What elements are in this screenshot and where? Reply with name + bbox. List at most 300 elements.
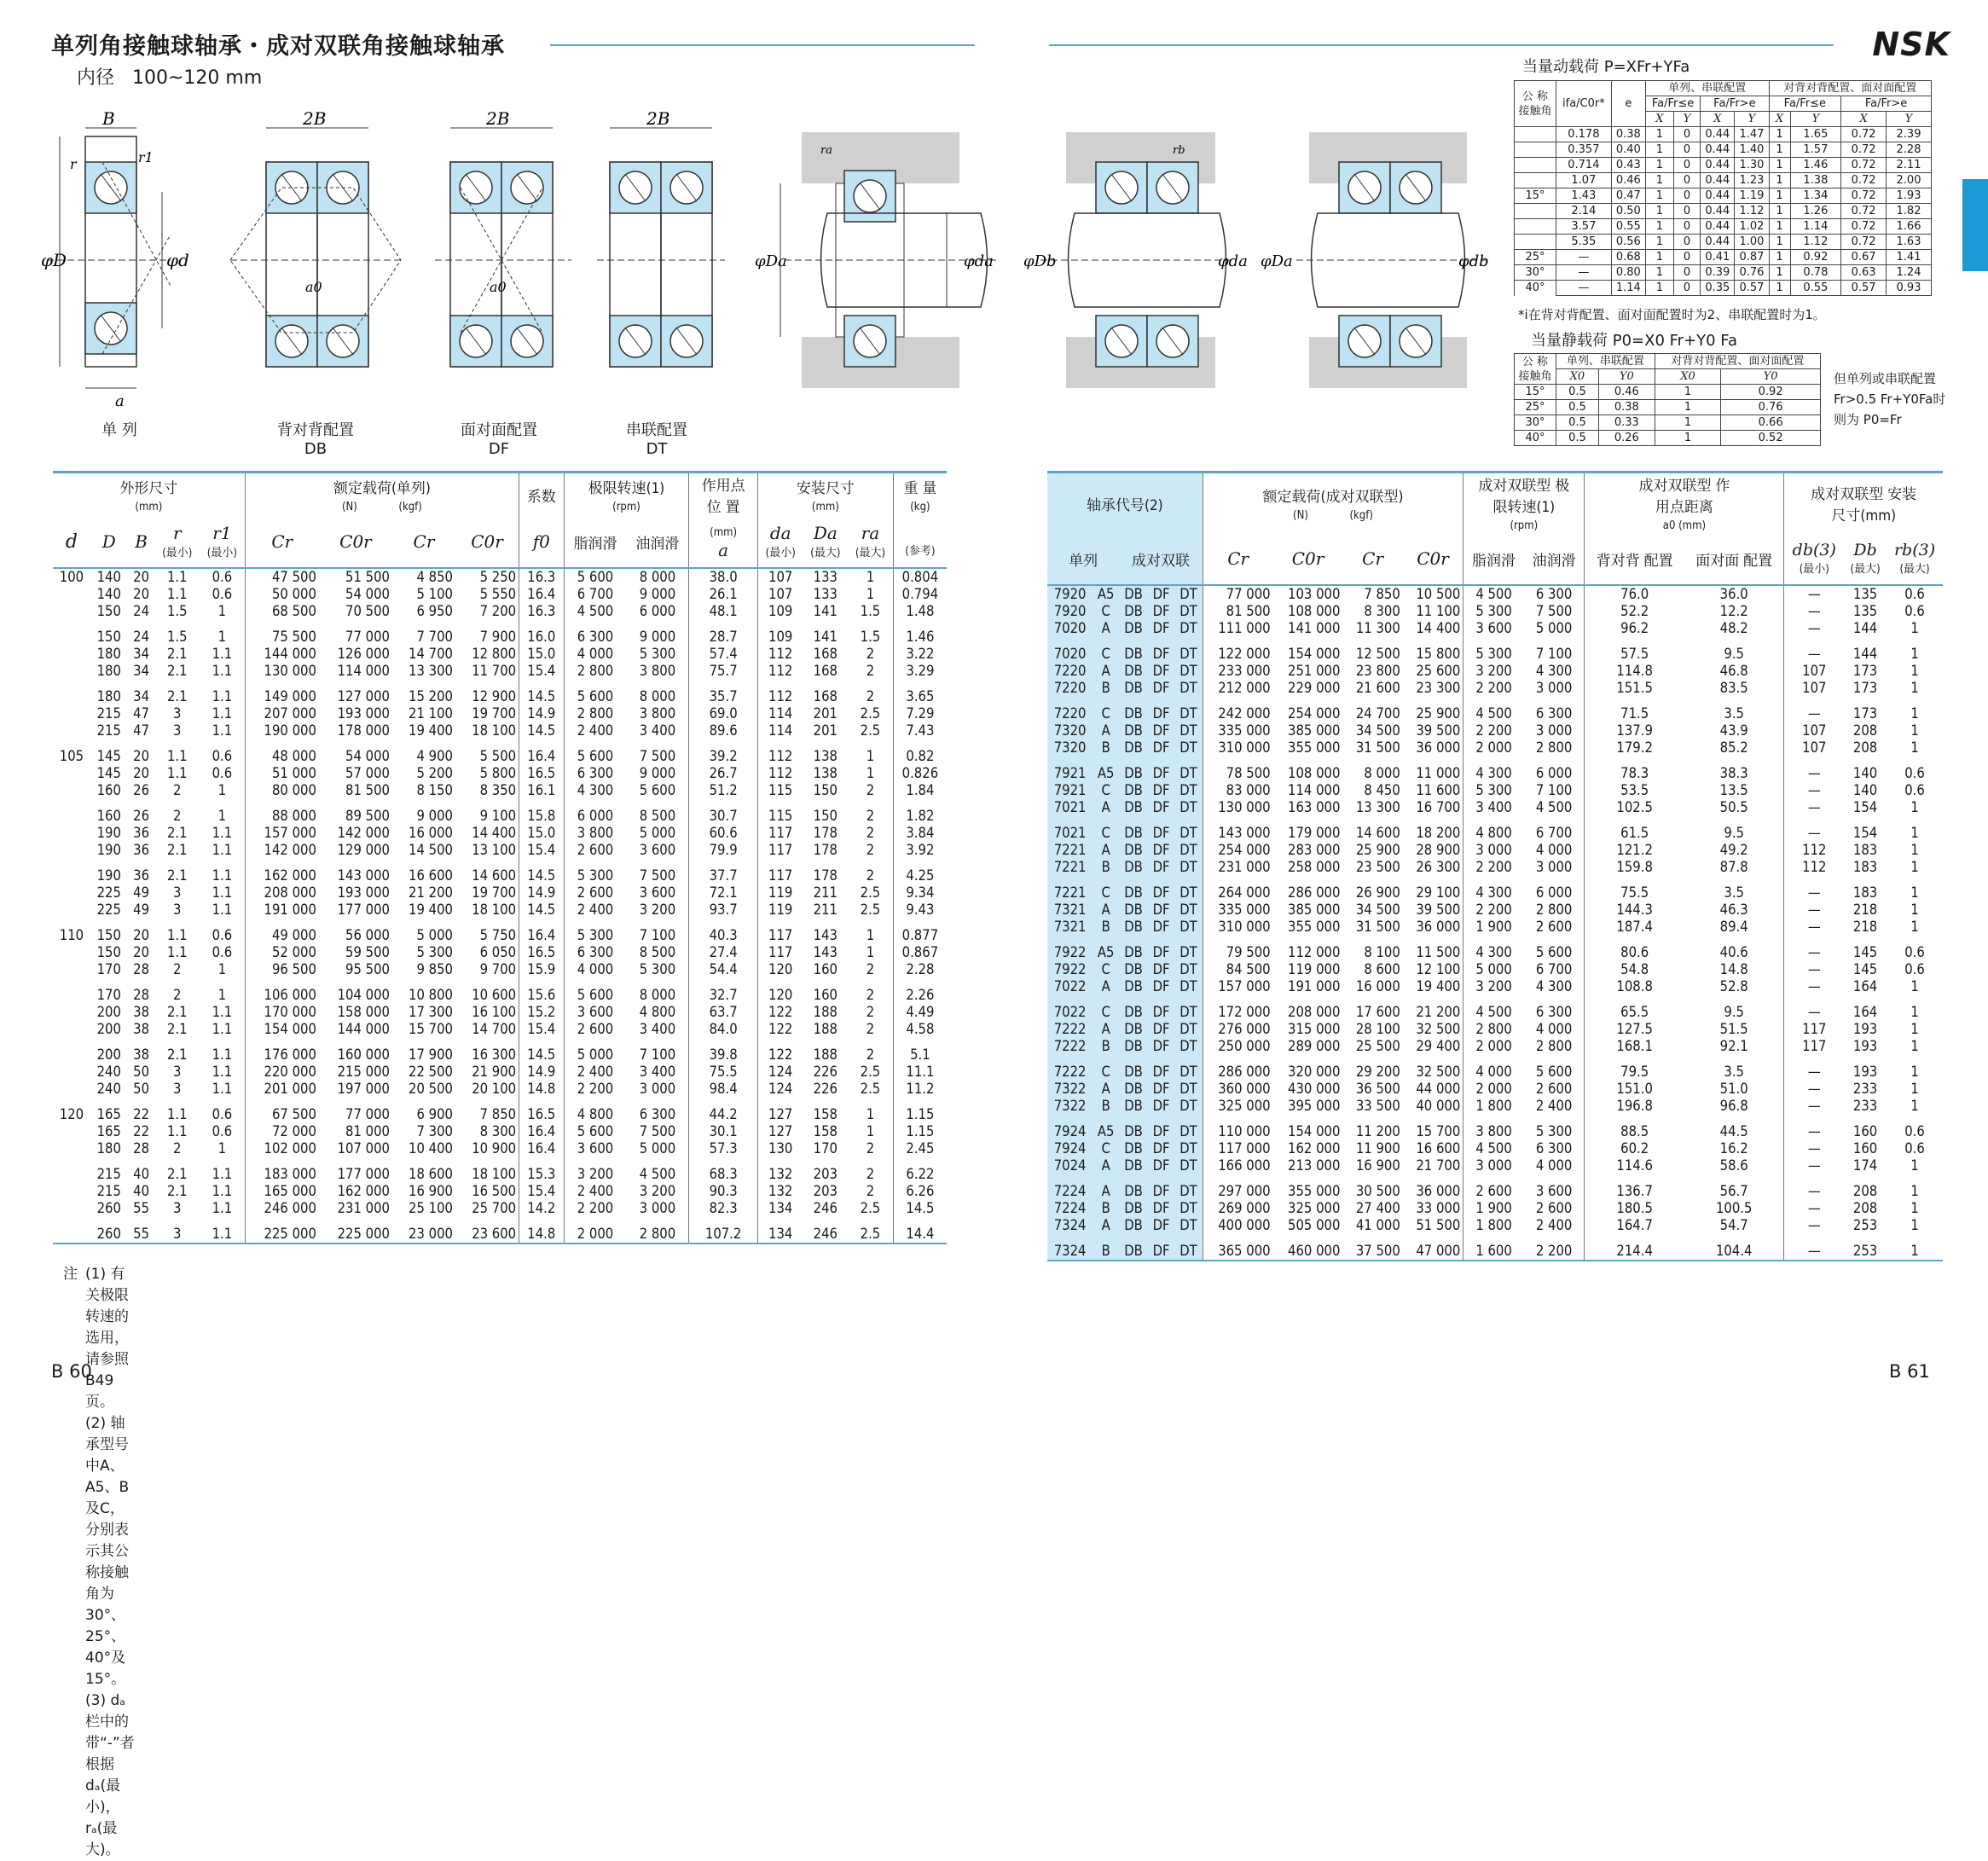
cell: 36.0 bbox=[1684, 585, 1784, 603]
cell: 5 000 bbox=[416, 927, 453, 943]
cell: 6 300 bbox=[1524, 585, 1585, 603]
cell: A5 bbox=[1093, 585, 1119, 603]
cell: B bbox=[1093, 1200, 1119, 1217]
cell: 114 bbox=[768, 722, 793, 739]
rh-rb bbox=[1887, 533, 1943, 585]
dl-cell: 0.44 bbox=[1701, 127, 1735, 142]
cell: 3 200 bbox=[1475, 663, 1512, 679]
label-single: 单 列 bbox=[101, 421, 137, 439]
cell: 39 500 bbox=[1403, 722, 1463, 739]
lh-grease: 脂润滑 bbox=[573, 535, 617, 553]
cell: 21 700 bbox=[1403, 1157, 1463, 1174]
cell-d bbox=[53, 722, 90, 739]
cell: 0.794 bbox=[901, 586, 939, 602]
cell: 20 100 bbox=[455, 1081, 519, 1098]
sl-cell: 30° bbox=[1515, 415, 1556, 431]
cell: 1 bbox=[1910, 663, 1919, 679]
cell: 20 bbox=[133, 569, 150, 585]
rh-speed bbox=[1463, 472, 1585, 534]
dl-cell: 1.57 bbox=[1790, 142, 1841, 158]
cell: DT bbox=[1174, 782, 1203, 799]
label-dt-code: DT bbox=[646, 440, 668, 458]
cell: 4 800 bbox=[626, 1004, 688, 1021]
cell: 16.1 bbox=[519, 782, 564, 799]
cell: 240 bbox=[96, 1081, 121, 1097]
cell: 33 500 bbox=[1355, 1098, 1400, 1114]
cell: 335 000 bbox=[1218, 902, 1271, 918]
cell: 15 700 bbox=[409, 1021, 453, 1037]
cell: 286 000 bbox=[1218, 1064, 1271, 1080]
sl-cell: 1 bbox=[1655, 431, 1720, 446]
dynamic-load-title: 当量动载荷 P=XFr+YFa bbox=[1522, 58, 1690, 76]
cell: 47 bbox=[133, 722, 150, 739]
cell: 276 000 bbox=[1218, 1021, 1271, 1037]
cell: DF bbox=[1148, 978, 1175, 995]
cell: — bbox=[1807, 1004, 1821, 1020]
cell: 100.5 bbox=[1684, 1200, 1784, 1217]
cell: 355 000 bbox=[1288, 919, 1341, 935]
cell: 2 600 bbox=[1524, 1081, 1585, 1098]
cell: — bbox=[1807, 603, 1821, 619]
cell: 102 000 bbox=[264, 1140, 316, 1157]
cell: 34 500 bbox=[1355, 902, 1400, 918]
dl-cell: 0.72 bbox=[1841, 204, 1887, 219]
cell: 3 000 bbox=[1475, 842, 1512, 858]
table-row bbox=[1047, 1174, 1943, 1200]
cell: 23 800 bbox=[1355, 663, 1400, 679]
dl-cell: 1.00 bbox=[1735, 235, 1769, 250]
rh-Db bbox=[1844, 533, 1887, 585]
cell: 7322 bbox=[1047, 1098, 1093, 1115]
cell: 2 bbox=[848, 961, 893, 978]
cell: — bbox=[1807, 919, 1821, 935]
cell: 143 000 bbox=[337, 867, 390, 884]
dl-cell bbox=[1515, 127, 1556, 142]
dl-cell: 1.02 bbox=[1735, 219, 1769, 235]
cell: DB bbox=[1119, 757, 1148, 782]
sl-group-single: 单列、串联配置 bbox=[1556, 354, 1655, 369]
cell: 3 800 bbox=[1475, 1123, 1512, 1139]
cell: DF bbox=[1148, 603, 1175, 620]
cell: 7 100 bbox=[1524, 782, 1585, 799]
cell: 320 000 bbox=[1288, 1064, 1341, 1080]
sl-cell: 0.66 bbox=[1721, 415, 1821, 431]
cell: 4.58 bbox=[906, 1021, 935, 1037]
dl-cell: 0.44 bbox=[1701, 142, 1735, 158]
cell: 143 000 bbox=[1218, 825, 1271, 841]
dl-cell: 2.00 bbox=[1887, 173, 1932, 188]
cell: 9 850 bbox=[416, 961, 453, 977]
cell: 13 300 bbox=[409, 663, 453, 679]
sl-cell: 0.5 bbox=[1556, 415, 1599, 431]
cell: 179.2 bbox=[1616, 739, 1653, 756]
cell: 2.1 bbox=[166, 1183, 188, 1199]
table-row bbox=[53, 1157, 947, 1183]
table-row bbox=[1047, 1021, 1943, 1038]
cell: 138 bbox=[813, 765, 838, 781]
cell: 35.7 bbox=[689, 680, 757, 705]
cell: 1 bbox=[200, 782, 245, 799]
bore-range bbox=[77, 63, 262, 90]
lh-cr: Cr bbox=[271, 531, 293, 552]
cell: 6 000 bbox=[626, 603, 688, 620]
dl-cell: 1.38 bbox=[1790, 173, 1841, 188]
lh-r-min: (最小) bbox=[162, 547, 193, 559]
cell: 143 bbox=[813, 927, 838, 943]
cell: 16 900 bbox=[1355, 1157, 1400, 1174]
table-row bbox=[1047, 620, 1943, 637]
cell: 145 bbox=[1852, 944, 1878, 960]
cell: 14 600 bbox=[1355, 825, 1400, 841]
cell: 193 bbox=[1852, 1021, 1878, 1037]
cell: 0.6 bbox=[1904, 586, 1925, 602]
cell: 25 900 bbox=[1403, 697, 1463, 722]
lh-r1-sym: r1 bbox=[212, 523, 232, 543]
cell: 1 600 bbox=[1475, 1243, 1512, 1259]
cell: 183 bbox=[1852, 884, 1878, 901]
cell: 6 300 bbox=[1524, 697, 1585, 722]
table-row bbox=[53, 1038, 947, 1064]
cell: 2 200 bbox=[1524, 1234, 1585, 1261]
cell: 14.5 bbox=[519, 722, 564, 739]
cell: 16.4 bbox=[519, 1140, 564, 1157]
cell: 2 bbox=[173, 1140, 182, 1157]
cell: 26 300 bbox=[1403, 859, 1463, 876]
dl-cell: 0 bbox=[1673, 173, 1700, 188]
cell: 208 bbox=[1852, 1183, 1878, 1199]
cell: 173 bbox=[1852, 705, 1878, 722]
sl-cell: 0.76 bbox=[1721, 400, 1821, 415]
cell: 3.92 bbox=[906, 842, 935, 858]
dl-cell: 1 bbox=[1769, 265, 1790, 281]
cell: 200 bbox=[96, 1046, 121, 1063]
dim-2B-db: 2B bbox=[303, 111, 327, 129]
cell: 51.2 bbox=[689, 782, 757, 799]
cell: 1.1 bbox=[200, 1064, 245, 1081]
dl-cell: 0.44 bbox=[1701, 204, 1735, 219]
cell: 1.1 bbox=[200, 1183, 245, 1200]
sl-cell: 0.52 bbox=[1721, 431, 1821, 446]
cell: 170 bbox=[813, 1140, 838, 1157]
dl-cell: 1.41 bbox=[1887, 250, 1932, 265]
cell: 4 500 bbox=[1475, 705, 1512, 722]
cell: 2 bbox=[848, 1157, 893, 1183]
sl-note-2: Fr>0.5 Fr+Y0Fa时 bbox=[1834, 391, 1946, 407]
cell: 7 900 bbox=[455, 620, 519, 646]
cell: C bbox=[1093, 697, 1119, 722]
table-row bbox=[53, 1200, 947, 1217]
diagram-db bbox=[230, 128, 401, 367]
dl-cell: 1 bbox=[1645, 219, 1673, 235]
cell: 32 500 bbox=[1403, 1055, 1463, 1081]
cell: 2 bbox=[173, 987, 182, 1003]
cell: 10 400 bbox=[409, 1140, 453, 1157]
dim-Da: φDa bbox=[755, 252, 787, 270]
cell: 166 000 bbox=[1218, 1157, 1271, 1174]
cell: 40 000 bbox=[1403, 1098, 1463, 1115]
cell: 2.1 bbox=[166, 646, 188, 662]
cell: 117 bbox=[1802, 1021, 1827, 1037]
cell: 43.9 bbox=[1684, 722, 1784, 739]
cell: 355 000 bbox=[1288, 1183, 1341, 1199]
dl-cell bbox=[1515, 173, 1556, 188]
cell: 226 bbox=[813, 1064, 838, 1080]
cell: DT bbox=[1174, 936, 1203, 961]
cell: 47 500 bbox=[271, 569, 316, 585]
cell: 190 bbox=[96, 825, 121, 841]
cell: 0.6 bbox=[200, 1098, 245, 1123]
cell: 16.4 bbox=[519, 919, 564, 944]
cell: 25 900 bbox=[1355, 842, 1400, 858]
cell: 1 bbox=[1910, 646, 1919, 662]
cell: DB bbox=[1119, 995, 1148, 1021]
cell: C bbox=[1093, 816, 1119, 842]
cell: 124 bbox=[768, 1081, 793, 1097]
dl-col-angle: 公 称 接触角 bbox=[1515, 81, 1556, 127]
cell: 168.1 bbox=[1616, 1038, 1653, 1054]
dl-cell: 0.178 bbox=[1556, 127, 1612, 142]
cell: 2 800 bbox=[1475, 1021, 1512, 1037]
cell-d bbox=[53, 859, 90, 884]
lh-mass-text: 重 量 bbox=[903, 479, 937, 497]
dim-d: φd bbox=[166, 250, 189, 270]
cell: 133 bbox=[813, 586, 838, 602]
cell-d bbox=[53, 1217, 90, 1244]
cell: 4 000 bbox=[1475, 1064, 1512, 1080]
cell: — bbox=[1807, 1217, 1821, 1233]
cell: — bbox=[1807, 1081, 1821, 1097]
static-load-note bbox=[1834, 368, 1945, 430]
cell: 178 bbox=[813, 867, 838, 884]
cell: 183 000 bbox=[264, 1166, 316, 1182]
cell: 5 300 bbox=[1475, 603, 1512, 619]
cell: — bbox=[1807, 1200, 1821, 1216]
cell: 56.7 bbox=[1684, 1174, 1784, 1200]
cell: 119 bbox=[768, 884, 793, 901]
sl-note-3: 则为 P0=Fr bbox=[1834, 412, 1902, 427]
dl-cell: — bbox=[1556, 250, 1612, 265]
cell: 3 000 bbox=[1524, 722, 1585, 739]
cell: DB bbox=[1119, 936, 1148, 961]
cell: 53.5 bbox=[1620, 782, 1649, 798]
sl-cell: 0.5 bbox=[1556, 431, 1599, 446]
cell: 12 800 bbox=[455, 646, 519, 663]
cell: 16 300 bbox=[455, 1038, 519, 1064]
cell: 41 000 bbox=[1355, 1217, 1400, 1233]
cell: 2 bbox=[848, 680, 893, 705]
cell: 150 bbox=[96, 944, 121, 960]
dl-cell: 0.76 bbox=[1735, 265, 1769, 281]
cell: 7021 bbox=[1047, 799, 1093, 816]
dl-cell: 0.50 bbox=[1611, 204, 1645, 219]
cell: 29 100 bbox=[1403, 876, 1463, 902]
cell: 19 400 bbox=[409, 902, 453, 918]
cell: 145 bbox=[1852, 961, 1878, 977]
cell: 365 000 bbox=[1218, 1243, 1271, 1259]
label-db bbox=[256, 418, 375, 458]
cell: 0.6 bbox=[200, 765, 245, 782]
cell: 78.3 bbox=[1620, 765, 1649, 781]
cell: 2 000 bbox=[1475, 1038, 1512, 1054]
cell: 14.5 bbox=[906, 1200, 935, 1216]
cell: DF bbox=[1148, 782, 1175, 799]
cell: 14 700 bbox=[409, 646, 453, 662]
cell: 4 000 bbox=[577, 646, 614, 662]
cell: 117 bbox=[768, 867, 793, 884]
cell: 16.3 bbox=[519, 568, 564, 586]
cell: 2.1 bbox=[166, 1166, 188, 1182]
cell: 81 500 bbox=[345, 782, 390, 798]
cell: 67 500 bbox=[271, 1106, 316, 1122]
cell: B bbox=[1093, 739, 1119, 757]
cell: 385 000 bbox=[1288, 722, 1341, 739]
cell: 1.1 bbox=[200, 1021, 245, 1038]
cell: 14 400 bbox=[455, 825, 519, 842]
cell: 212 000 bbox=[1218, 680, 1271, 696]
cell: DF bbox=[1148, 1157, 1175, 1174]
cell: DF bbox=[1148, 1038, 1175, 1055]
cell: 3 600 bbox=[626, 842, 688, 859]
cell: 225 000 bbox=[264, 1226, 316, 1242]
cell: 2 200 bbox=[1475, 859, 1512, 875]
sl-note-1: 但单列或串联配置 bbox=[1834, 371, 1937, 386]
cell: 119 bbox=[768, 902, 793, 918]
cell: 56 000 bbox=[345, 927, 390, 943]
dl-cell: 0.68 bbox=[1611, 250, 1645, 265]
dl-cell: 1 bbox=[1645, 250, 1673, 265]
cell: C bbox=[1093, 995, 1119, 1021]
sl-row bbox=[1515, 385, 1821, 400]
cell: 107.2 bbox=[689, 1217, 757, 1244]
cell: DT bbox=[1174, 995, 1203, 1021]
cell: 180 bbox=[96, 646, 121, 662]
cell: 154 000 bbox=[1288, 1123, 1341, 1139]
table-row bbox=[53, 620, 947, 646]
cell: 5 200 bbox=[416, 765, 453, 781]
cell: 9 700 bbox=[455, 961, 519, 978]
table-row bbox=[53, 944, 947, 961]
cell: 2.1 bbox=[166, 867, 188, 884]
cell: 177 000 bbox=[337, 1166, 390, 1182]
cell: 88 000 bbox=[271, 808, 316, 824]
cell: DT bbox=[1174, 1140, 1203, 1157]
cell: 2 400 bbox=[1524, 1098, 1585, 1115]
cell: 44.2 bbox=[689, 1098, 757, 1123]
lh-da bbox=[757, 516, 803, 568]
lh-r-sym: r bbox=[172, 523, 182, 543]
cell: 1.5 bbox=[848, 603, 893, 620]
table-row bbox=[1047, 799, 1943, 816]
cell: 162 000 bbox=[337, 1183, 390, 1199]
cell: 49.2 bbox=[1684, 842, 1784, 859]
lh-ra bbox=[848, 516, 893, 568]
cell: 36 bbox=[133, 825, 150, 841]
cell: 80 000 bbox=[271, 782, 316, 798]
dim-da-2: φda bbox=[1218, 252, 1248, 270]
cell: 3.5 bbox=[1684, 697, 1784, 722]
lh-Da bbox=[803, 516, 849, 568]
cell: 1 bbox=[200, 961, 245, 978]
cell: C bbox=[1093, 603, 1119, 620]
cell: 253 bbox=[1852, 1243, 1878, 1259]
cell: 2 bbox=[173, 808, 182, 824]
cell: A bbox=[1093, 1217, 1119, 1234]
cell: 0.6 bbox=[1904, 782, 1925, 798]
cell: 6 900 bbox=[416, 1106, 453, 1122]
cell: DB bbox=[1119, 637, 1148, 663]
cell: 3 000 bbox=[626, 1200, 688, 1217]
lh-speed-text: 极限转速(1) bbox=[588, 479, 665, 497]
cell: A bbox=[1093, 722, 1119, 739]
cell: 127 bbox=[768, 1123, 793, 1139]
dim-ra: ra bbox=[820, 144, 832, 157]
cell: 18 600 bbox=[409, 1166, 453, 1182]
cell: 47 bbox=[133, 705, 150, 722]
cell: 26.7 bbox=[689, 765, 757, 782]
cell: 7220 bbox=[1047, 697, 1093, 722]
cell: 65.5 bbox=[1620, 1004, 1649, 1020]
cell: — bbox=[1807, 1157, 1821, 1174]
cell: 218 bbox=[1852, 902, 1878, 918]
cell: 159.8 bbox=[1616, 859, 1653, 875]
cell: 183 bbox=[1852, 859, 1878, 875]
rh-back: 背对背 配置 bbox=[1596, 552, 1673, 570]
cell: — bbox=[1807, 825, 1821, 841]
cell: 4 850 bbox=[416, 569, 453, 585]
cell: 7221 bbox=[1047, 859, 1093, 876]
cell: 23 600 bbox=[455, 1217, 519, 1244]
dl-cell: 1.26 bbox=[1790, 204, 1841, 219]
cell: DF bbox=[1148, 1174, 1175, 1200]
cell: — bbox=[1807, 646, 1821, 662]
cell: 7924 bbox=[1047, 1115, 1093, 1140]
cell: 5 600 bbox=[1524, 1055, 1585, 1081]
cell: 5 600 bbox=[626, 782, 688, 799]
cell-d bbox=[53, 978, 90, 1004]
cell: 107 bbox=[1802, 739, 1827, 756]
cell: 141 000 bbox=[1288, 620, 1341, 636]
cell: 150 bbox=[96, 927, 121, 943]
cell: DT bbox=[1174, 1081, 1203, 1098]
cell: 505 000 bbox=[1288, 1217, 1341, 1233]
cell: DT bbox=[1174, 1038, 1203, 1055]
lh-Da-sym: Da bbox=[813, 523, 838, 543]
table-row bbox=[53, 825, 947, 842]
cell: A5 bbox=[1093, 1115, 1119, 1140]
right-spec-table bbox=[1047, 471, 1943, 1261]
cell: 1 bbox=[848, 739, 893, 765]
rh-rb-max: (最大) bbox=[1899, 563, 1930, 576]
cell: 0.6 bbox=[200, 919, 245, 944]
table-row bbox=[1047, 876, 1943, 902]
cell: 160 bbox=[1852, 1140, 1878, 1157]
table-row bbox=[1047, 637, 1943, 663]
cell: 246 000 bbox=[264, 1200, 316, 1216]
cell: 20 bbox=[133, 748, 150, 764]
cell: 2.5 bbox=[848, 1081, 893, 1098]
cell: 1.1 bbox=[200, 825, 245, 842]
dl-cell: 0.714 bbox=[1556, 158, 1612, 173]
cell: 5 600 bbox=[577, 1123, 614, 1139]
cell: 133 bbox=[813, 569, 838, 585]
cell: DB bbox=[1119, 842, 1148, 859]
dl-row bbox=[1515, 188, 1932, 204]
cell-d bbox=[53, 1004, 90, 1021]
dl-cell: 5.35 bbox=[1556, 235, 1612, 250]
lh-a-unit: (mm) bbox=[710, 526, 738, 539]
cell-d bbox=[53, 765, 90, 782]
cell: DT bbox=[1174, 876, 1203, 902]
